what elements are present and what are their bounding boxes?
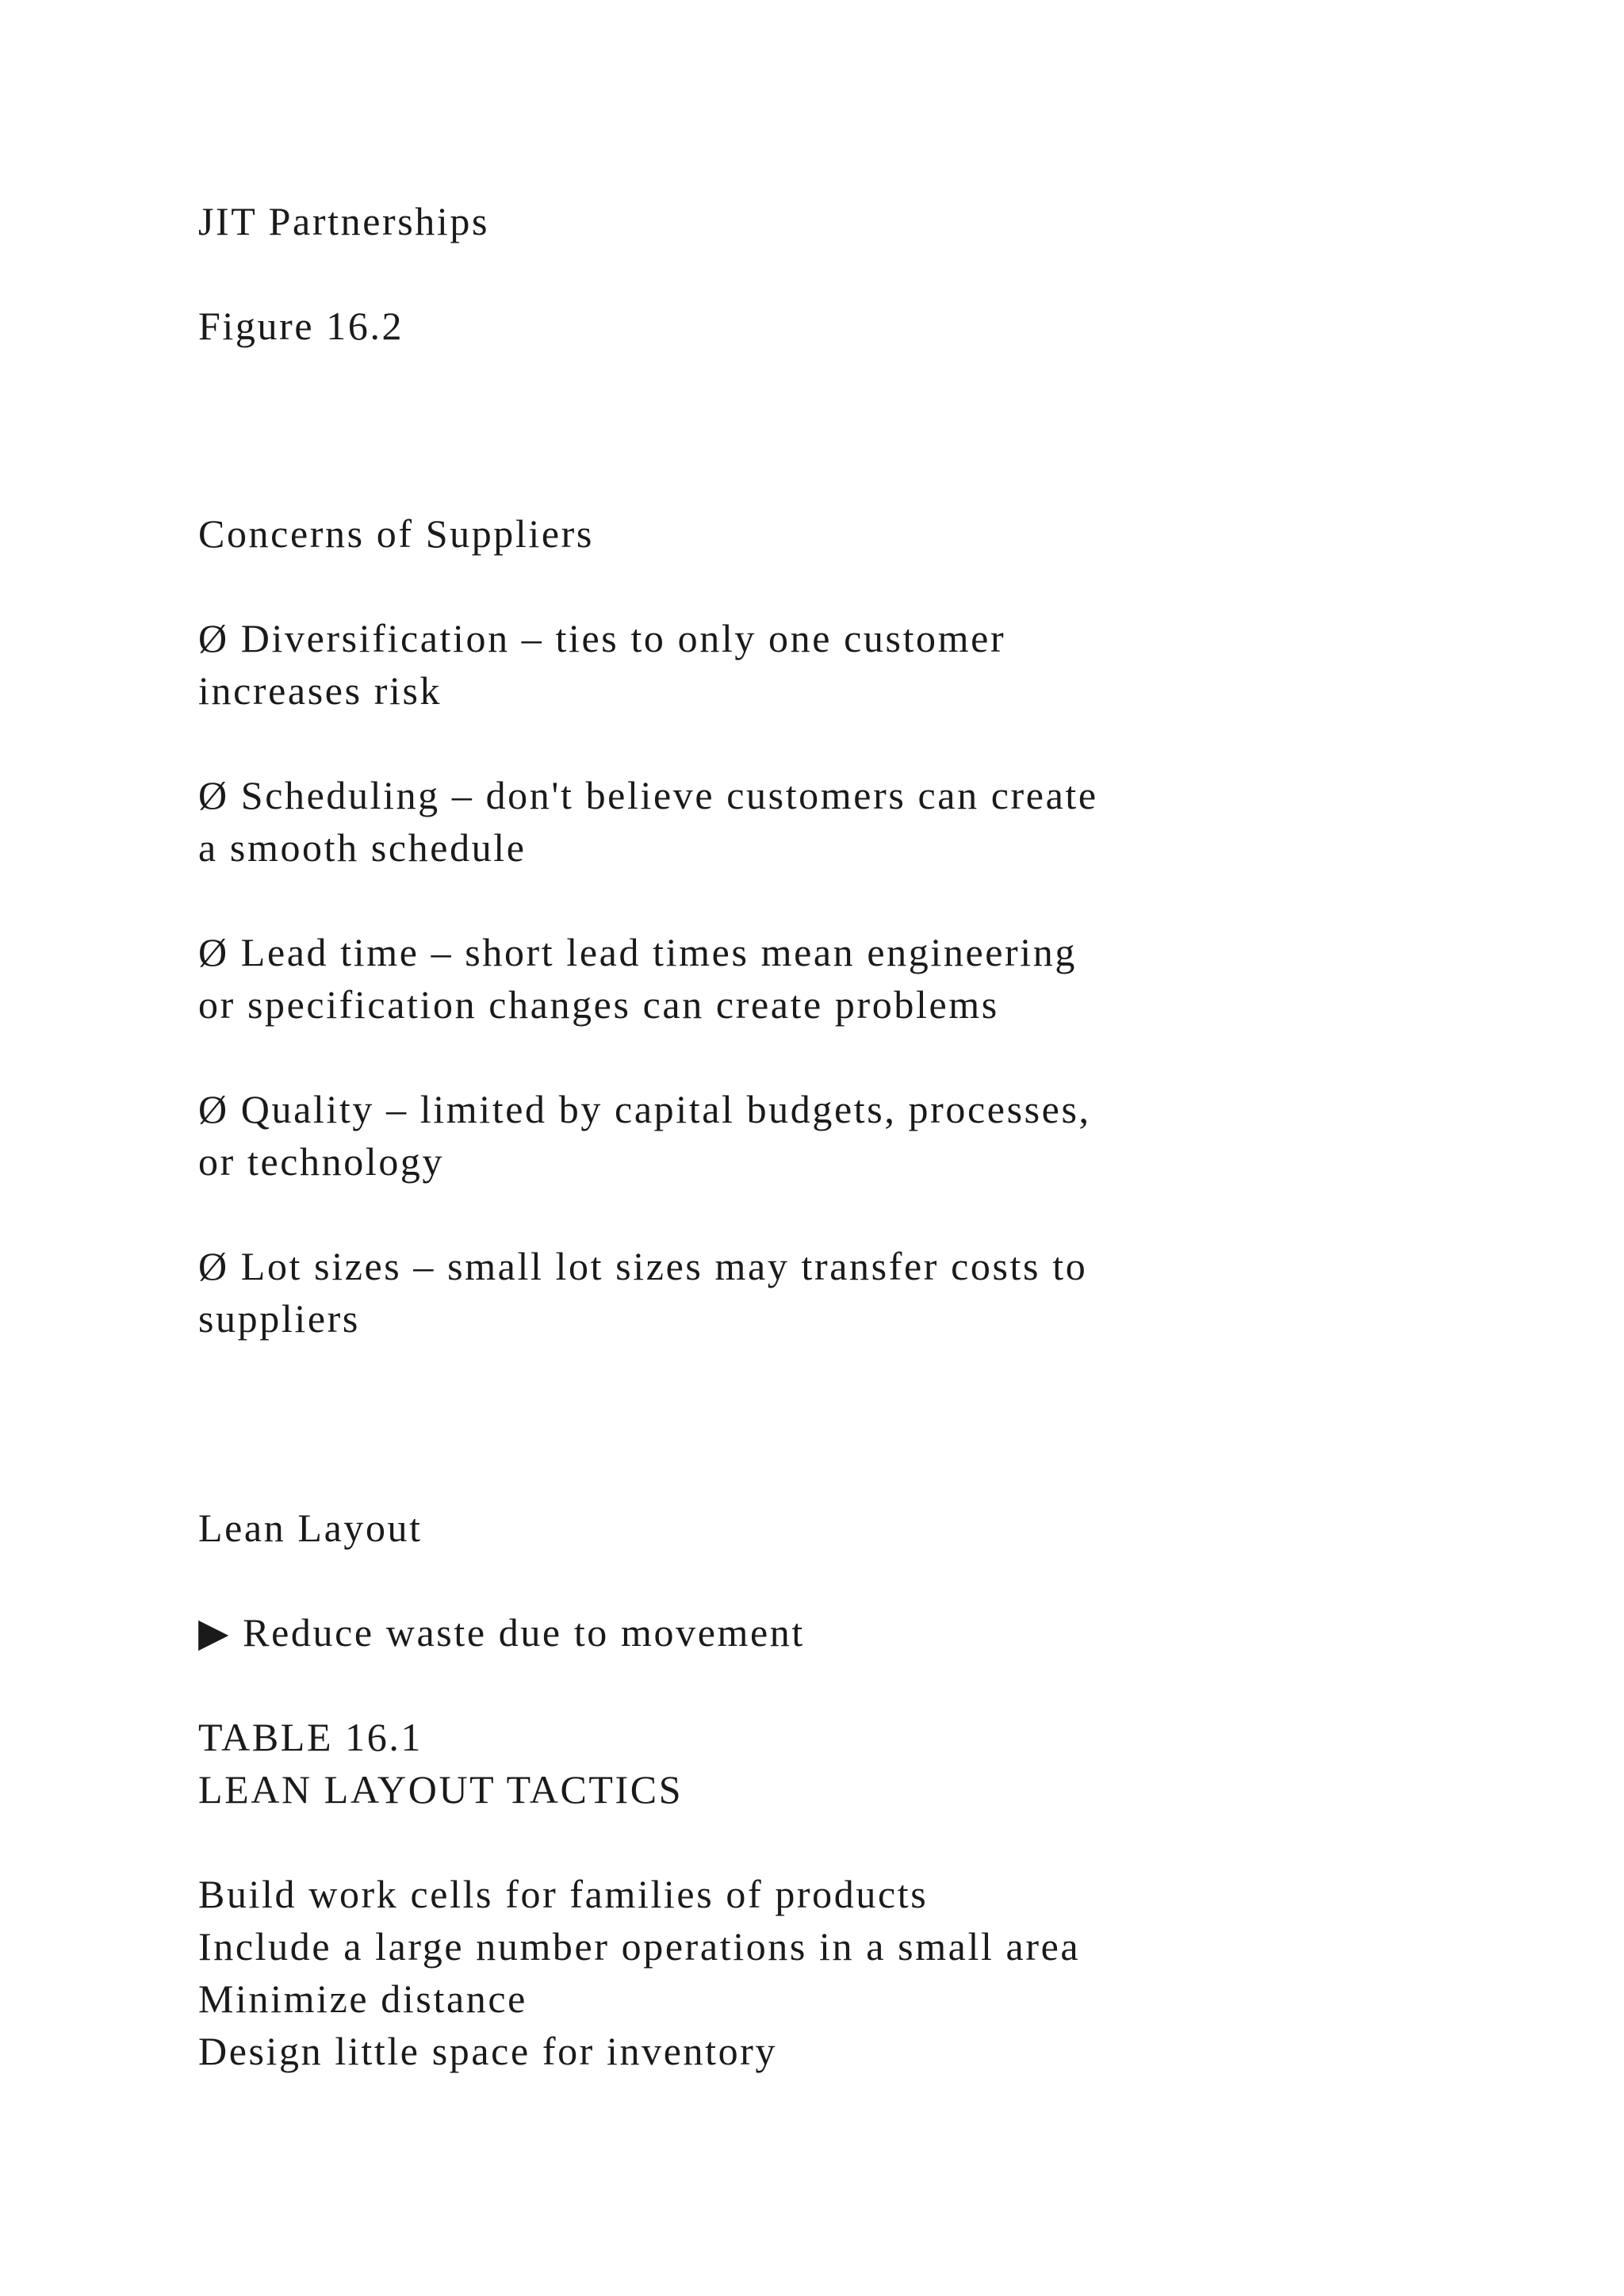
tactic-item: Include a large number operations in a small area (198, 1924, 1081, 1969)
table-title: LEAN LAYOUT TACTICS (198, 1767, 684, 1812)
bullet-quality-line2: or technology (198, 1139, 445, 1184)
tactic-item: Build work cells for families of products (198, 1872, 929, 1916)
section-title-lean-layout: Lean Layout (198, 1506, 423, 1550)
section-title-concerns-of-suppliers: Concerns of Suppliers (198, 511, 594, 556)
bullet-lot-sizes-line2: suppliers (198, 1296, 360, 1341)
bullet-diversification-line1: Ø Diversification – ties to only one customer (198, 616, 1006, 660)
bullet-diversification-line2: increases risk (198, 668, 442, 713)
tactic-item: Minimize distance (198, 1976, 527, 2021)
figure-reference: Figure 16.2 (198, 304, 404, 348)
bullet-reduce-waste: ▶ Reduce waste due to movement (198, 1610, 805, 1655)
bullet-lot-sizes-line1: Ø Lot sizes – small lot sizes may transfer costs to (198, 1244, 1088, 1288)
bullet-lead-time-line1: Ø Lead time – short lead times mean engineering (198, 930, 1077, 974)
table-label: TABLE 16.1 (198, 1715, 423, 1759)
tactic-item: Design little space for inventory (198, 2029, 778, 2073)
bullet-lead-time-line2: or specification changes can create problems (198, 982, 999, 1027)
section-title-jit-partnerships: JIT Partnerships (198, 199, 490, 243)
bullet-quality-line1: Ø Quality – limited by capital budgets, processes, (198, 1087, 1091, 1131)
bullet-scheduling-line2: a smooth schedule (198, 825, 527, 870)
bullet-scheduling-line1: Ø Scheduling – don't believe customers can create (198, 773, 1098, 817)
